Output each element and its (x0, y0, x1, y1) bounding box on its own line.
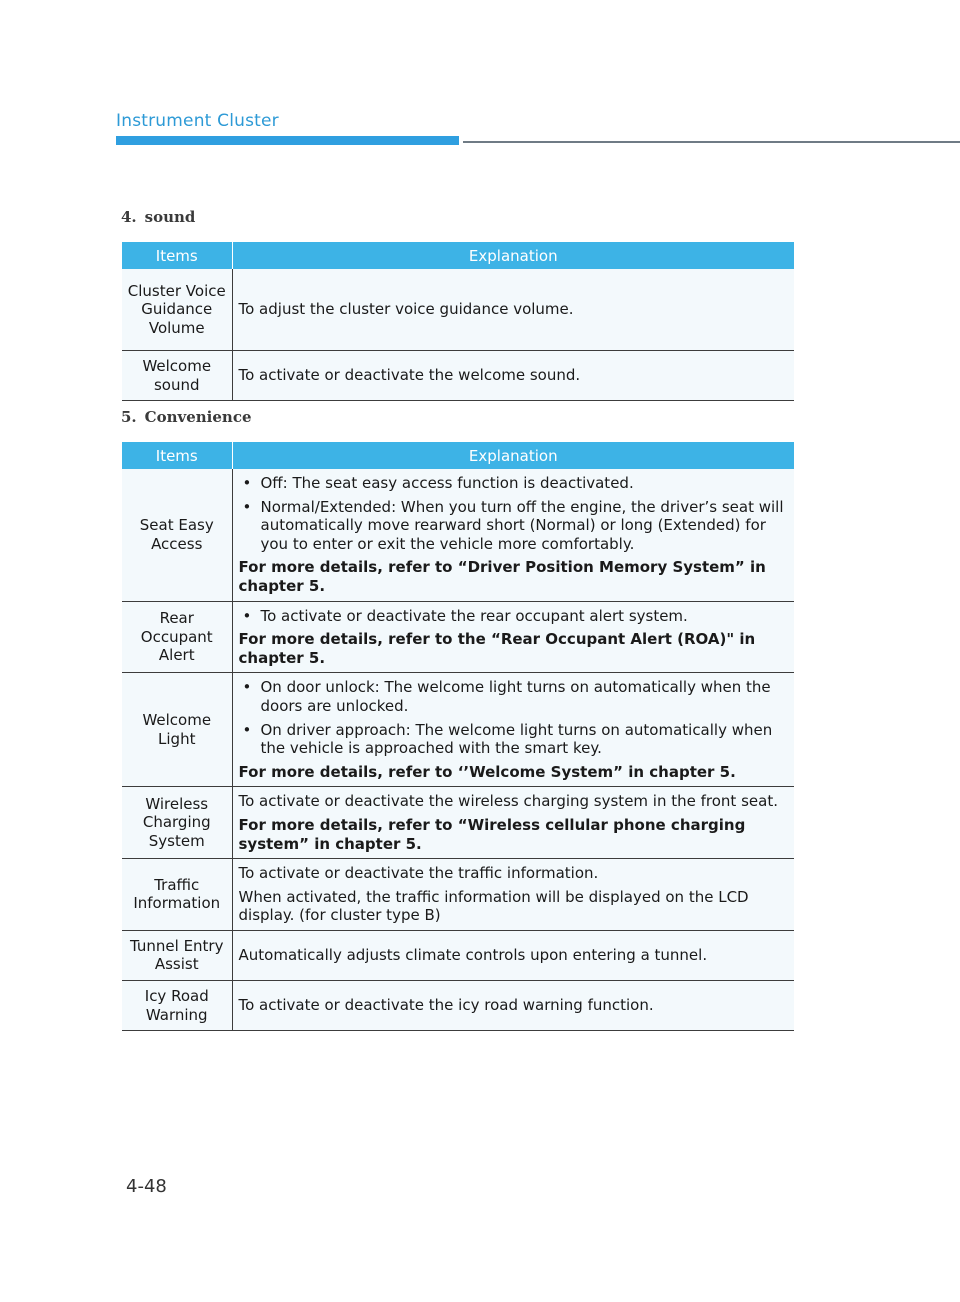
explanation-text: Automatically adjusts climate controls upon entering a tunnel. (238, 946, 708, 965)
column-header-items: Items (122, 442, 232, 469)
header-divider-line (463, 141, 960, 143)
table-row (122, 787, 794, 859)
bullet-item: • Off: The seat easy access function is deactivated. (239, 474, 789, 493)
row-explanation (232, 930, 794, 980)
row-explanation (232, 601, 794, 673)
row-item-traffic-information: Traffic Information (122, 859, 232, 931)
reference-note: For more details, refer to ‘’Welcome System” in chapter 5. (238, 762, 736, 781)
explanation-text: To activate or deactivate the welcome sound. (238, 366, 581, 385)
table-row (122, 469, 794, 601)
section-number: 4. (121, 208, 137, 226)
sound-table (122, 242, 794, 401)
page-number: 4-48 (126, 1176, 167, 1197)
explanation-text: To activate or deactivate the traffic information. (238, 864, 599, 883)
row-explanation (232, 269, 794, 351)
bullet-item: • On door unlock: The welcome light turns on automatically when the doors are unlocked. (239, 678, 789, 715)
table-row (122, 859, 794, 931)
row-explanation (232, 469, 794, 601)
page-header-title: Instrument Cluster (116, 111, 279, 131)
section-title: Convenience (144, 408, 252, 426)
table-row (122, 673, 794, 787)
row-item-welcome-sound: Welcome sound (122, 351, 232, 401)
row-explanation (232, 787, 794, 859)
column-header-explanation: Explanation (232, 442, 794, 469)
row-item-rear-occupant-alert: Rear Occupant Alert (122, 601, 232, 673)
row-explanation (232, 981, 794, 1031)
section-heading-convenience (121, 408, 252, 426)
row-explanation (232, 673, 794, 787)
section-number: 5. (121, 408, 137, 426)
row-item-welcome-light: Welcome Light (122, 673, 232, 787)
table-row (122, 981, 794, 1031)
row-explanation (232, 351, 794, 401)
column-header-items: Items (122, 242, 232, 269)
bullet-item: • To activate or deactivate the rear occupant alert system. (239, 607, 789, 626)
bullet-item: • On driver approach: The welcome light turns on automatically when the vehicle is approached with the smart key. (239, 721, 789, 758)
section-heading-sound (121, 208, 195, 226)
table-row (122, 269, 794, 351)
reference-note: For more details, refer to “Wireless cellular phone charging system” in chapter 5. (238, 815, 746, 853)
bullet-list (239, 607, 789, 626)
row-item-icy-road-warning: Icy Road Warning (122, 981, 232, 1031)
explanation-text: To activate or deactivate the icy road warning function. (238, 996, 654, 1015)
bullet-list (239, 678, 789, 757)
convenience-table (122, 442, 794, 1031)
table-row (122, 930, 794, 980)
table-header-row (122, 442, 794, 469)
row-item-tunnel-entry-assist: Tunnel Entry Assist (122, 930, 232, 980)
header-accent-bar (116, 136, 459, 145)
explanation-text: When activated, the traffic information will be displayed on the LCD display. (for cluster type B) (238, 887, 749, 925)
bullet-list (239, 474, 789, 553)
row-item-wireless-charging-system: Wireless Charging System (122, 787, 232, 859)
table-row (122, 601, 794, 673)
table-header-row (122, 242, 794, 269)
reference-note: For more details, refer to the “Rear Occupant Alert (ROA)" in chapter 5. (238, 630, 756, 667)
row-item-cluster-voice-guidance-volume: Cluster Voice Guidance Volume (122, 269, 232, 351)
column-header-explanation: Explanation (232, 242, 794, 269)
explanation-text: To activate or deactivate the wireless charging system in the front seat. (238, 792, 778, 811)
reference-note: For more details, refer to “Driver Position Memory System” in chapter 5. (238, 558, 766, 595)
table-row (122, 351, 794, 401)
row-item-seat-easy-access: Seat Easy Access (122, 469, 232, 601)
explanation-text: To adjust the cluster voice guidance volume. (238, 300, 574, 319)
row-explanation (232, 859, 794, 931)
section-title: sound (144, 208, 196, 226)
bullet-item: • Normal/Extended: When you turn off the engine, the driver’s seat will automatically move rearward short (Normal) or long (Extended) for you to enter or exit the vehicle more comfortably. (239, 498, 789, 554)
